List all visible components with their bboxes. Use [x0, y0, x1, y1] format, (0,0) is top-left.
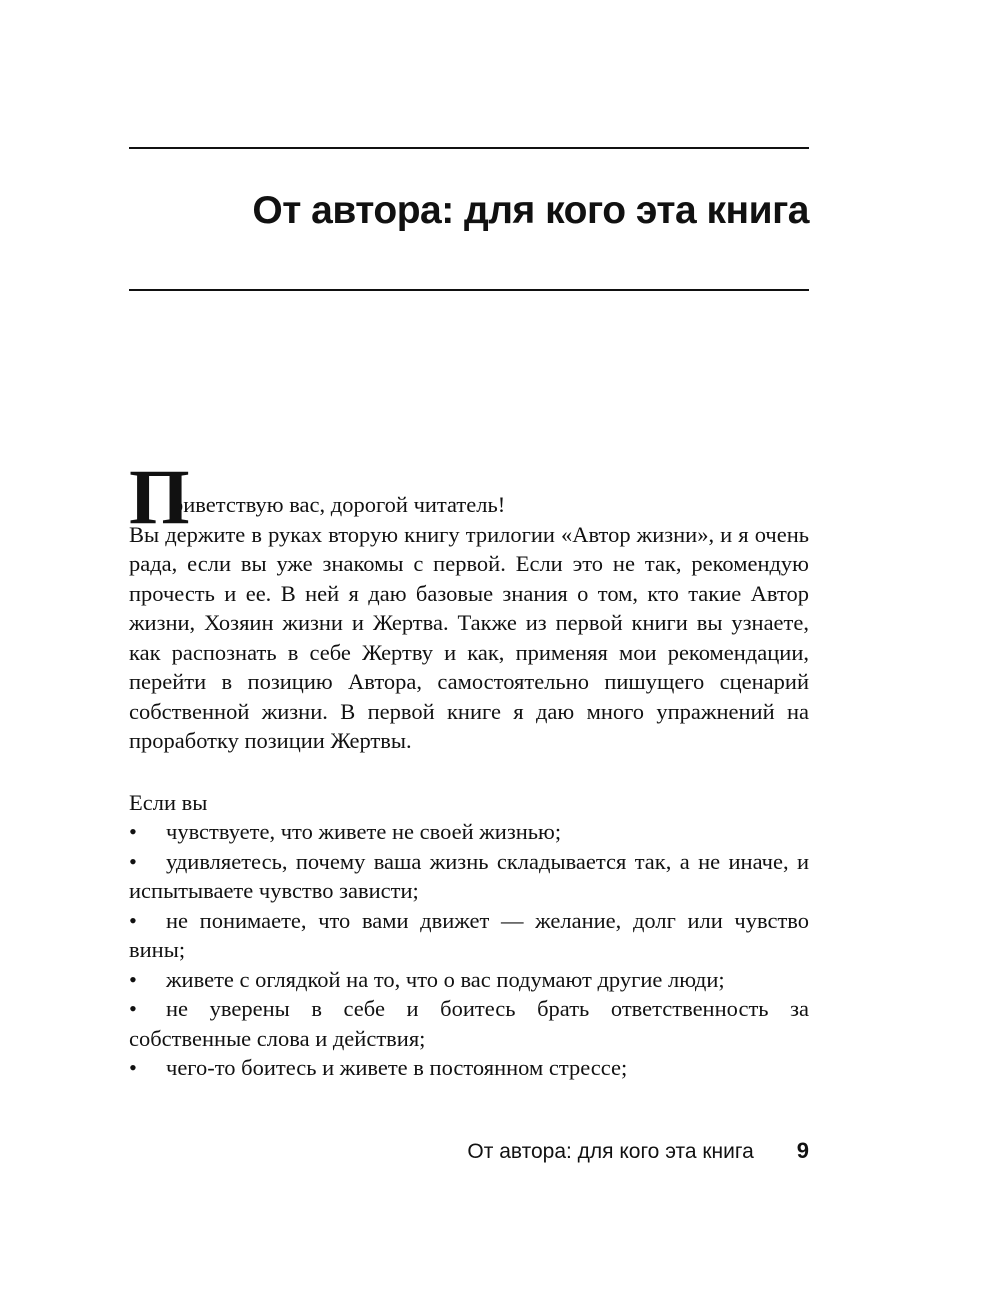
list-item [129, 906, 809, 965]
bullet-icon: • [129, 907, 137, 933]
bullet-icon: • [129, 848, 137, 874]
list-item [129, 1053, 809, 1083]
bullet-icon: • [129, 1055, 137, 1080]
intro-paragraph: Вы держите в руках вторую книгу трилогии «Автор жизни», и я очень рада, если вы уже знакомы с первой. Если это не так, рекомендую прочесть и ее. В ней я даю базовые знания о том, кто такие Автор жизни, Хозяин жизни и Жертва. Также из первой книги вы узнаете, как распознать в себе Жертву и как, применяя мои рекомендации, перейти в позицию Автора, самостоятельно пишущего сценарий собственной жизни. В первой книге я даю много упражнений на проработку позиции Жертвы. [129, 521, 809, 753]
page-number: 9 [796, 1138, 809, 1163]
drop-cap: П [129, 453, 190, 540]
bullet-icon: • [129, 996, 137, 1021]
bullet-list [129, 817, 809, 1083]
list-item-text: чувствуете, что живете не своей жизнью; [166, 819, 562, 844]
list-item-text: чего-то боитесь и живете в постоянном стрессе; [166, 1055, 628, 1080]
list-item-text: не понимаете, что вами движет — желание, долг или чувство вины; [129, 907, 809, 962]
chapter-title: От автора: для кого эта книга [252, 189, 809, 232]
list-item [129, 847, 809, 906]
intro [129, 453, 809, 756]
top-rule [129, 147, 809, 149]
list-item [129, 994, 809, 1053]
list-item-text: удивляетесь, почему ваша жизнь складывается так, а не иначе, и испытываете чувство зависти; [129, 848, 809, 903]
list-item-text: не уверены в себе и боитесь брать ответственность за собственные слова и действия; [129, 996, 809, 1051]
list-item-text: живете с оглядкой на то, что о вас подумают другие люди; [166, 966, 725, 992]
greeting-text: риветствую вас, дорогой читатель! [172, 492, 506, 517]
bottom-rule [129, 289, 809, 291]
list-lead: Если вы [129, 789, 208, 815]
list-item [129, 965, 809, 995]
greeting [129, 453, 809, 540]
bullet-icon: • [129, 966, 137, 992]
running-title: От автора: для кого эта книга [467, 1140, 754, 1163]
list-item [129, 817, 809, 847]
body-text [129, 453, 809, 1083]
page-footer [467, 1138, 809, 1164]
bullet-icon: • [129, 819, 137, 844]
